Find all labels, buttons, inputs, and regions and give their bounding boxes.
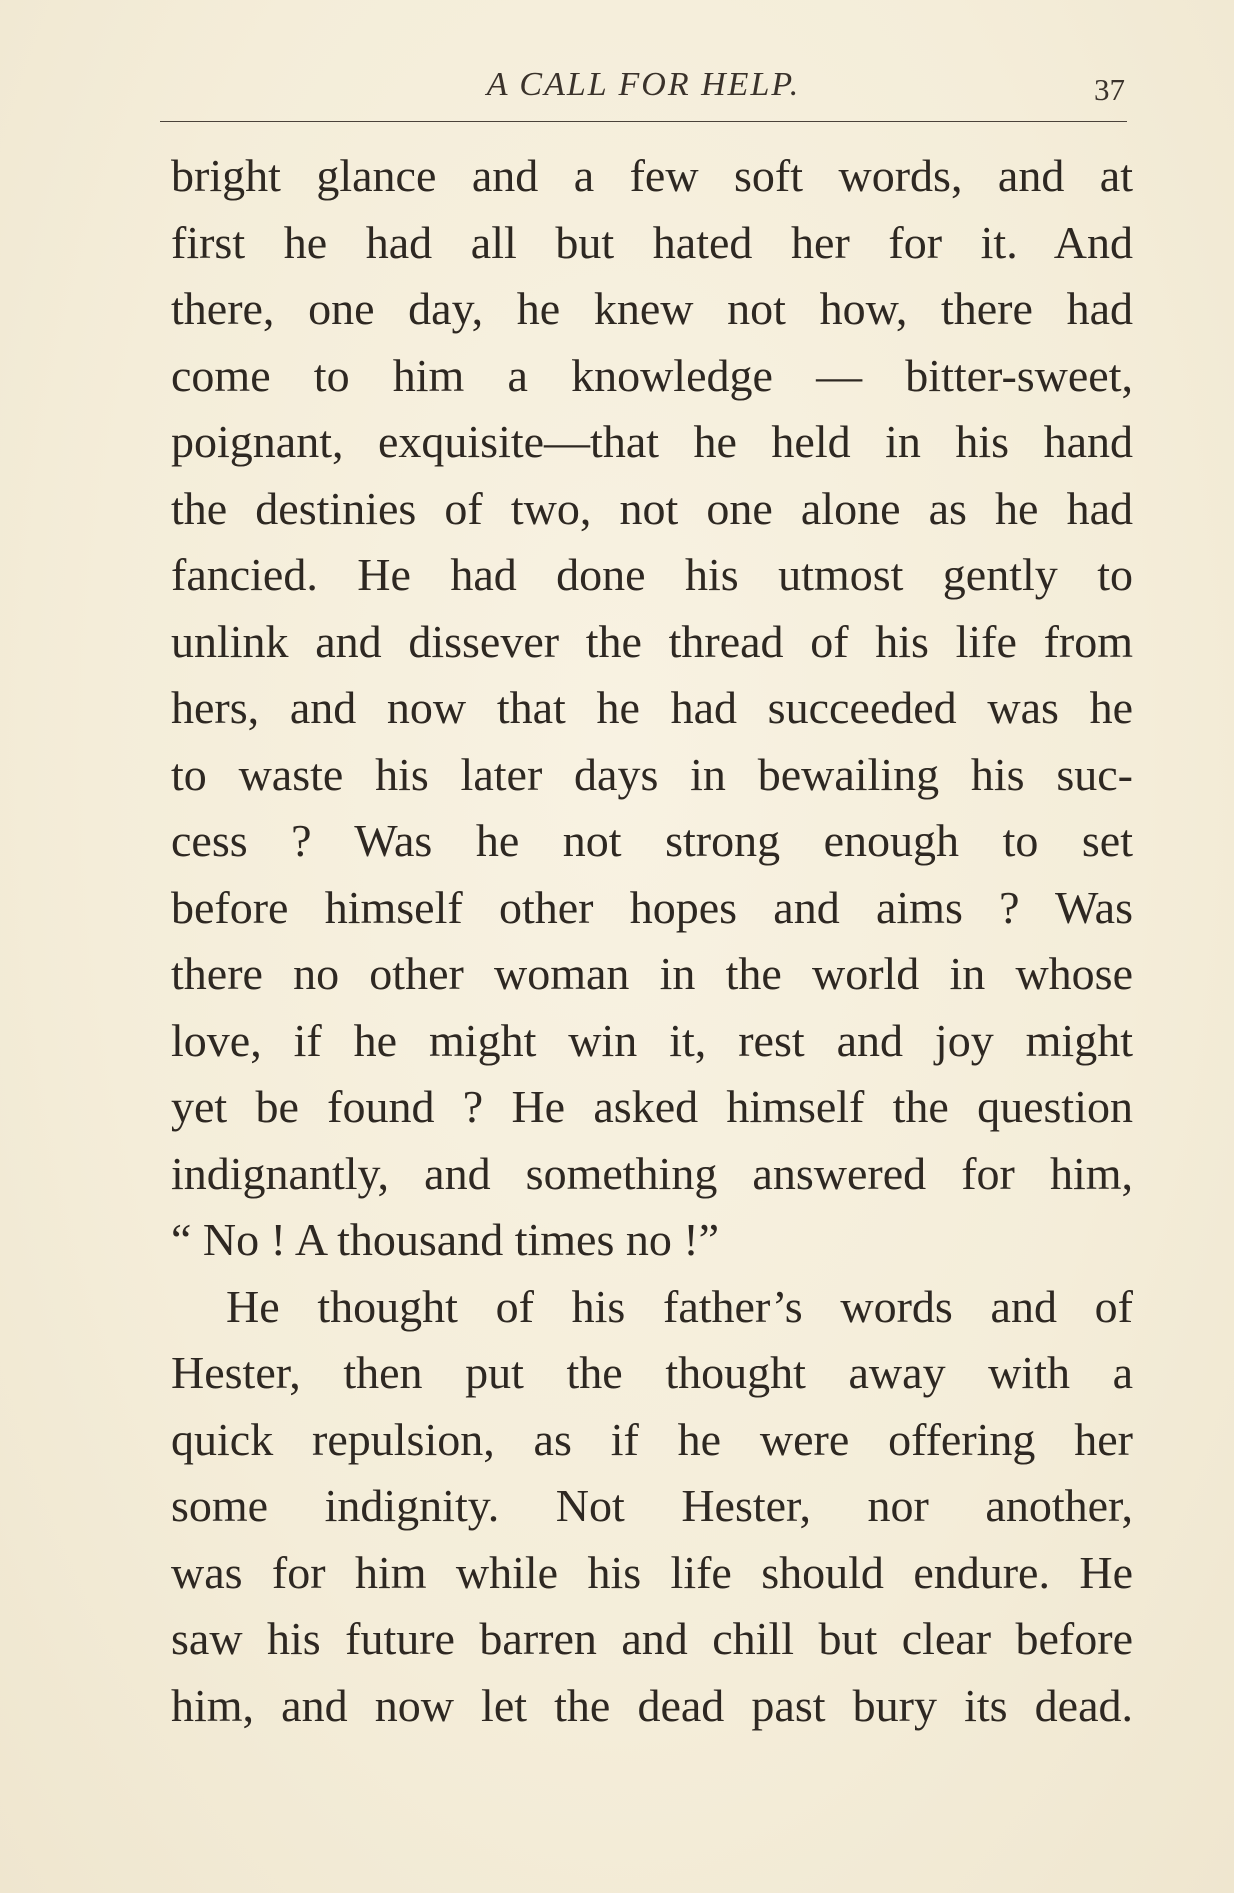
text-line: hers, and now that he had succeeded was he [171, 682, 1133, 733]
text-line: fancied. He had done his utmost gently to [171, 549, 1133, 600]
page-number: 37 [1094, 72, 1125, 107]
text-line: saw his future barren and chill but clear before [171, 1613, 1133, 1664]
paragraph-end-line: “ No ! A thousand times no !” [171, 1214, 720, 1265]
text-line: first he had all but hated her for it. And [171, 216, 1133, 268]
text-line: was for him while his life should endure. He [171, 1546, 1133, 1598]
text-line: poignant, exquisite—that he held in his hand [171, 416, 1133, 467]
text-line: some indignity. Not Hester, nor another, [171, 1480, 1133, 1531]
text-line: bright glance and a few soft words, and at [171, 150, 1133, 201]
text-line: before himself other hopes and aims ? Was [171, 881, 1133, 933]
text-line: him, and now let the dead past bury its dead. [171, 1679, 1133, 1731]
running-title: A CALL FOR HELP. [486, 66, 801, 103]
text-line: yet be found ? He asked himself the question [171, 1081, 1133, 1132]
text-line: the destinies of two, not one alone as he had [171, 482, 1133, 534]
text-line: to waste his later days in bewailing his suc- [171, 748, 1133, 800]
text-line: cess ? Was he not strong enough to set [171, 815, 1133, 866]
text-line: unlink and dissever the thread of his life from [171, 615, 1133, 667]
text-line: there no other woman in the world in whose [171, 948, 1133, 999]
header-rule [160, 121, 1127, 122]
text-line: quick repulsion, as if he were offering her [171, 1413, 1133, 1465]
text-line: indignantly, and something answered for him, [171, 1147, 1133, 1199]
body-text [171, 143, 1133, 1739]
running-head [160, 66, 1127, 112]
text-line: love, if he might win it, rest and joy might [171, 1014, 1133, 1066]
text-line: there, one day, he knew not how, there had [171, 283, 1133, 334]
text-line: come to him a knowledge — bitter-sweet, [171, 349, 1133, 401]
text-line: Hester, then put the thought away with a [171, 1347, 1133, 1398]
paragraph-start-line: He thought of his father’s words and of [226, 1280, 1133, 1332]
